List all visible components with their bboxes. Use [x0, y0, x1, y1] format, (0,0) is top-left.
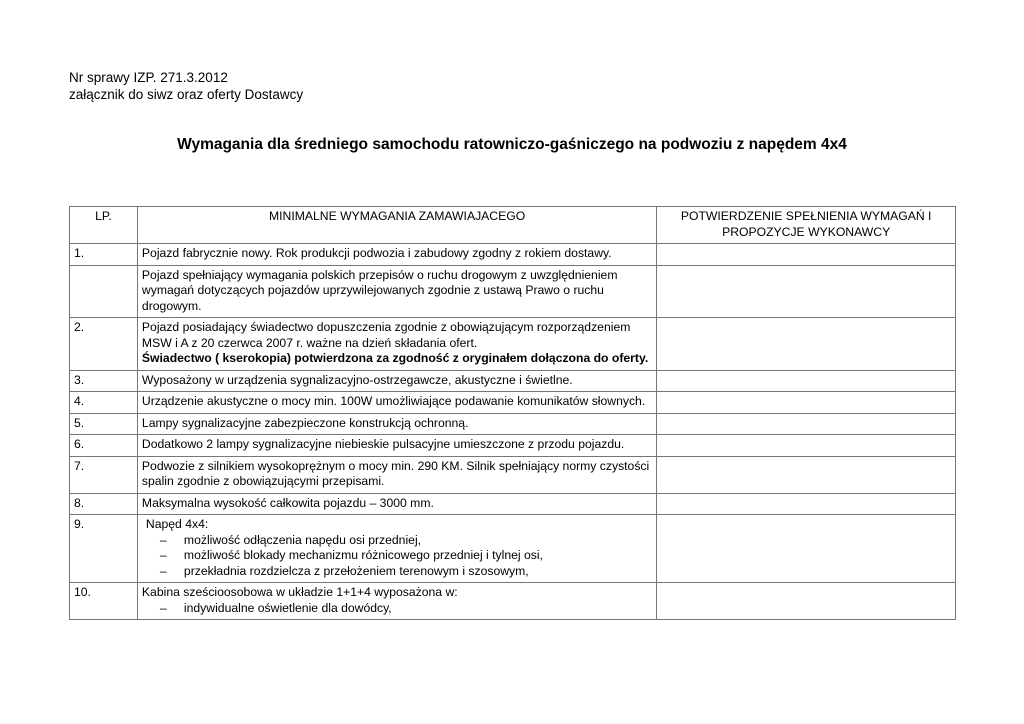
requirement-text: Pojazd posiadający świadectwo dopuszczenia zgodnie z obowiązującym rozporządzeniem MSW i A z 20 czerwca 2007 r. ważne na dzień składania ofert. — [141, 320, 631, 350]
table-row — [70, 244, 956, 266]
row-lp: 8. — [70, 493, 138, 515]
header-lp: LP. — [70, 207, 138, 244]
page-title: Wymagania dla średniego samochodu ratowniczo-gaśniczego na podwoziu z napędem 4x4 — [177, 136, 847, 153]
bullet-text: indywidualne oświetlenie dla dowódcy, — [183, 600, 392, 615]
table-row — [70, 456, 956, 493]
table-row — [70, 265, 956, 318]
bullet-item — [142, 533, 652, 549]
dash-bullet: – — [159, 532, 167, 547]
annex-note: załącznik do siwz oraz oferty Dostawcy — [69, 87, 304, 102]
row-lp: 6. — [70, 435, 138, 457]
header-confirmation: POTWIERDZENIE SPEŁNIENIA WYMAGAŃ I PROPOZYCJE WYKONAWCY — [657, 207, 956, 244]
table-row — [70, 413, 956, 435]
table-row — [70, 370, 956, 392]
table-row — [70, 515, 956, 583]
requirement-bold-note: Świadectwo ( kserokopia) potwierdzona za zgodność z oryginałem dołączona do oferty. — [141, 351, 649, 365]
row-confirmation-cell[interactable] — [657, 493, 956, 515]
dash-bullet: – — [159, 563, 167, 578]
row-lp: 1. — [70, 244, 138, 266]
requirements-table — [69, 206, 956, 620]
row-requirement: Pojazd fabrycznie nowy. Rok produkcji podwozia i zabudowy zgodny z rokiem dostawy. — [137, 244, 656, 266]
row-lp: 3. — [70, 370, 138, 392]
table-row — [70, 493, 956, 515]
row-requirement: Pojazd spełniający wymagania polskich przepisów o ruchu drogowym z uwzględnieniem wymagań dotyczących pojazdów uprzywilejowanych zgodnie z ustawą Prawo o ruchu drogowym. — [137, 265, 656, 318]
row-confirmation-cell[interactable] — [657, 583, 956, 620]
row-lp: 4. — [70, 392, 138, 414]
bullet-text: możliwość odłączenia napędu osi przedniej, — [183, 532, 422, 547]
bullet-item — [142, 564, 652, 580]
table-row — [70, 392, 956, 414]
row-lp: 9. — [70, 515, 138, 583]
row-confirmation-cell[interactable] — [657, 515, 956, 583]
dash-bullet: – — [159, 600, 167, 615]
row-requirement: Dodatkowo 2 lampy sygnalizacyjne niebieskie pulsacyjne umieszczone z przodu pojazdu. — [137, 435, 656, 457]
row-requirement — [137, 583, 656, 620]
row-confirmation-cell[interactable] — [657, 392, 956, 414]
row-confirmation-cell[interactable] — [657, 370, 956, 392]
row-confirmation-cell[interactable] — [657, 244, 956, 266]
document-header — [69, 69, 303, 103]
row-lp: 10. — [70, 583, 138, 620]
table-row — [70, 583, 956, 620]
bullet-item — [142, 601, 652, 617]
row-requirement — [137, 318, 656, 371]
row-requirement: Podwozie z silnikiem wysokoprężnym o mocy min. 290 KM. Silnik spełniający normy czystości spalin zgodnie z obowiązującymi przepisami. — [137, 456, 656, 493]
row-requirement: Maksymalna wysokość całkowita pojazdu – 3000 mm. — [137, 493, 656, 515]
row-confirmation-cell[interactable] — [657, 318, 956, 371]
row-lp — [70, 265, 138, 318]
table-row — [70, 435, 956, 457]
dash-bullet: – — [159, 548, 167, 562]
row-confirmation-cell[interactable] — [657, 456, 956, 493]
bullet-text: możliwość blokady mechanizmu różnicowego przedniej i tylnej osi, — [183, 548, 543, 562]
row-confirmation-cell[interactable] — [657, 265, 956, 318]
row-requirement: Lampy sygnalizacyjne zabezpieczone konstrukcją ochronną. — [137, 413, 656, 435]
requirement-text: Napęd 4x4: — [145, 517, 209, 531]
header-requirements: MINIMALNE WYMAGANIA ZAMAWIAJACEGO — [137, 207, 656, 244]
table-row — [70, 318, 956, 371]
row-confirmation-cell[interactable] — [657, 413, 956, 435]
table-header-row — [70, 207, 956, 244]
bullet-item — [142, 548, 652, 564]
row-requirement: Wyposażony w urządzenia sygnalizacyjno-ostrzegawcze, akustyczne i świetlne. — [137, 370, 656, 392]
requirement-text: Kabina sześcioosobowa w układzie 1+1+4 wyposażona w: — [141, 585, 458, 599]
row-lp: 2. — [70, 318, 138, 371]
row-confirmation-cell[interactable] — [657, 435, 956, 457]
row-requirement — [137, 515, 656, 583]
row-lp: 7. — [70, 456, 138, 493]
case-number: Nr sprawy IZP. 271.3.2012 — [69, 70, 228, 85]
row-lp: 5. — [70, 413, 138, 435]
bullet-text: przekładnia rozdzielcza z przełożeniem terenowym i szosowym, — [183, 563, 529, 578]
row-requirement: Urządzenie akustyczne o mocy min. 100W umożliwiające podawanie komunikatów słownych. — [137, 392, 656, 414]
